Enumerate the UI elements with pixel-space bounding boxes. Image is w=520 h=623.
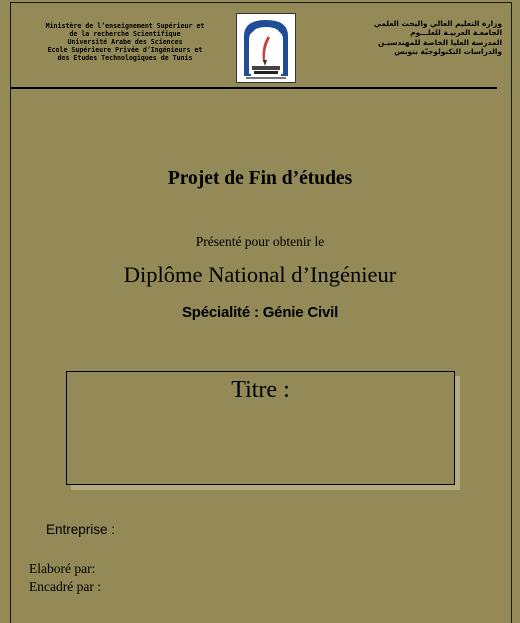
specialty-line: Spécialité : Génie Civil	[181, 304, 339, 321]
supervised-by-label: Encadré par :	[29, 579, 101, 594]
title-box-label: Titre :	[231, 377, 290, 403]
header-divider	[10, 87, 497, 89]
document-title: Projet de Fin d’études	[167, 168, 353, 189]
french-header-line: Ecole Supérieure Privée d’Ingénieurs et	[47, 46, 203, 54]
prepared-by-label: Elaboré par:	[29, 561, 96, 576]
french-header-line: des Etudes Technologiques de Tunis	[57, 54, 193, 62]
arabic-header-line: والدراسات التكنولوجيّة بتونس	[394, 47, 502, 57]
arabic-institution-header	[306, 19, 502, 57]
degree-name: Diplôme National d’Ingénieur	[123, 262, 397, 287]
french-header-line: de la recherche Scientifique	[69, 30, 181, 38]
french-institution-header	[22, 22, 228, 62]
university-crest-icon	[236, 13, 296, 83]
company-label: Entreprise :	[46, 522, 116, 537]
title-box	[66, 371, 455, 485]
french-header-line: Université Arabe des Sciences	[67, 38, 183, 46]
french-header-line: Ministère de l’enseignement Supérieur et	[45, 22, 205, 30]
arabic-header-line: المدرسة العليا الخاصة للمهندسيـن	[378, 37, 502, 47]
presented-for-line: Présenté pour obtenir le	[195, 234, 325, 249]
arabic-header-line: وزارة التعليم العالي والبحث العلمي	[373, 19, 502, 28]
arabic-header-line: الجامعـة العربيـة للعلـــوم	[410, 28, 502, 38]
